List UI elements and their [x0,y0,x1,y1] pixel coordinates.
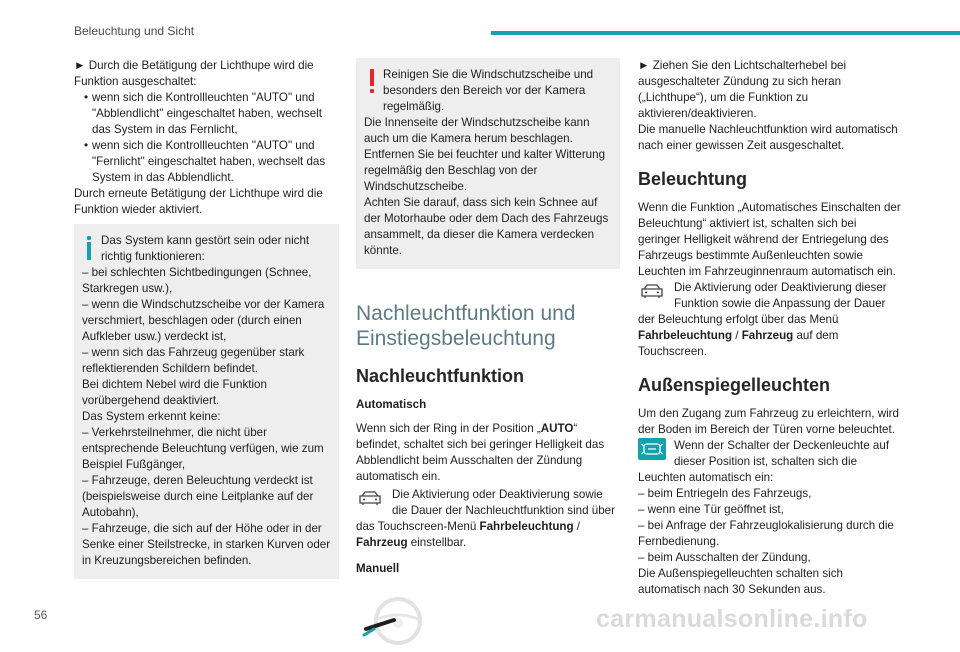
lighting-menu-note: Die Aktivierung oder Deaktivierung dieser Funktion sowie die Anpassung der Dauer der Beleuchtung erfolgt über das Menü Fahrbeleuchtung / Fahrzeug auf dem Touchscreen. [638,281,887,358]
mirror-line: – beim Ausschalten der Zündung, [638,551,811,564]
info-box-lead: Das System kann gestört sein oder nicht richtig funktionieren: [101,234,310,263]
info-line: – wenn sich das Fahrzeug gegenüber stark reflektierenden Schildern befindet. [82,346,305,375]
section-title: Nachleuchtfunktion und Einstiegsbeleuchtung [356,302,576,350]
steering-wheel-illustration [356,597,620,652]
info-line: – Fahrzeuge, deren Beleuchtung verdeckt ist (beispielsweise durch eine Leitplanke auf der Autobahn), [82,474,314,519]
lichthupe-outro: Durch erneute Betätigung der Lichthupe wird die Funktion wieder aktiviert. [74,187,323,216]
info-icon [87,236,91,262]
info-line: Das System erkennt keine: [82,410,221,423]
warning-line: Achten Sie darauf, dass sich kein Schnee auf der Motorhaube oder dem Dach des Fahrzeugs ansammelt, da dieser die Kamera verdecken könnte. [364,196,609,257]
list-item: • wenn sich die Kontrollleuchten "AUTO" und "Fernlicht" eingeschaltet haben, wechselt das System in das Abblendlicht. [74,138,339,186]
lichthupe-bullets [74,90,339,186]
info-line: Bei dichtem Nebel wird die Funktion vorübergehend deaktiviert. [82,378,267,407]
mirror-switch-note: Wenn der Schalter der Deckenleuchte auf dieser Position ist, schalten sich die Leuchten automatisch ein: [638,439,890,484]
info-box [74,224,339,579]
watermark: carmanualsonline.info [596,605,868,633]
page-number: 56 [34,608,48,622]
info-line: – bei schlechten Sichtbedingungen (Schnee, Starkregen usw.), [82,266,312,295]
car-icon [356,487,384,509]
mirror-line: – beim Entriegeln des Fahrzeugs, [638,487,812,500]
mirror-line: – bei Anfrage der Fahrzeuglokalisierung durch die Fernbedienung. [638,519,894,548]
column-middle [356,58,620,652]
car-icon [638,280,666,302]
warning-box [356,58,620,269]
lighting-paragraph: Wenn die Funktion „Automatisches Einschalten der Beleuchtung“ aktiviert ist, schalten sich bei geringer Helligkeit während der Entriegelung des Fahrzeugs bestimmte Außenleuchten sowie Leuchten im Fahrzeuginnenraum automatisch ein. [638,201,901,278]
heading-beleuchtung: Beleuchtung [638,169,748,189]
lichthupe-intro: ► Durch die Betätigung der Lichthupe wird die Funktion ausgeschaltet: [74,59,314,88]
warning-icon [368,69,376,97]
info-line: – wenn die Windschutzscheibe vor der Kamera verschmiert, beschlagen oder (durch einen Aufkleber usw.) verdeckt ist, [82,298,325,343]
courtesy-light-icon [638,438,666,460]
mirror-line: – wenn eine Tür geöffnet ist, [638,503,784,516]
auto-paragraph: Wenn sich der Ring in der Position „AUTO“ befindet, schaltet sich bei geringer Helligkeit das Abblendlicht beim Ausschalten der Zündung automatisch ein. [356,422,605,483]
heading-nachleuchtfunktion: Nachleuchtfunktion [356,366,525,386]
heading-automatisch: Automatisch [356,398,427,411]
touchscreen-note: Die Aktivierung oder Deaktivierung sowie die Dauer der Nachleuchtfunktion sind über das Touchscreen-Menü Fahrbeleuchtung / Fahrzeug einstellbar. [356,488,615,549]
lever-note: Die manuelle Nachleuchtfunktion wird automatisch nach einer gewissen Zeit ausgeschaltet. [638,123,898,152]
info-line: – Fahrzeuge, die sich auf der Höhe oder in der Senke einer Steilstrecke, in starken Kurven oder in Kreuzungsbereichen befinden. [82,522,331,567]
column-right [638,58,902,598]
lever-intro: ► Ziehen Sie den Lichtschalterhebel bei ausgeschalteter Zündung zu sich heran („Lichthupe“), um die Funktion zu aktivieren/deaktivieren. [638,59,847,120]
heading-aussenspiegelleuchten: Außenspiegelleuchten [638,375,831,395]
heading-manuell: Manuell [356,562,400,575]
mirror-end: Die Außenspiegelleuchten schalten sich automatisch nach 30 Sekunden aus. [638,567,843,596]
column-left [74,58,339,579]
mirror-paragraph: Um den Zugang zum Fahrzeug zu erleichtern, wird der Boden im Bereich der Türen vorne beleuchtet. [638,407,899,436]
info-line: – Verkehrsteilnehmer, die nicht über entsprechende Beleuchtung verfügen, wie zum Beispiel Fußgänger, [82,426,324,471]
warning-box-lead: Reinigen Sie die Windschutzscheibe und besonders den Bereich vor der Kamera regelmäßig. [383,68,594,113]
list-item: • wenn sich die Kontrollleuchten "AUTO" und "Abblendlicht" eingeschaltet haben, wechselt das System in das Fernlicht, [74,90,339,138]
warning-line: Die Innenseite der Windschutzscheibe kann auch um die Kamera herum beschlagen. Entfernen Sie bei feuchter und kalter Witterung regelmäßig den Beschlag von der Windschutzscheibe. [364,116,606,193]
header-accent-bar [491,31,960,35]
header-title: Beleuchtung und Sicht [74,24,195,38]
